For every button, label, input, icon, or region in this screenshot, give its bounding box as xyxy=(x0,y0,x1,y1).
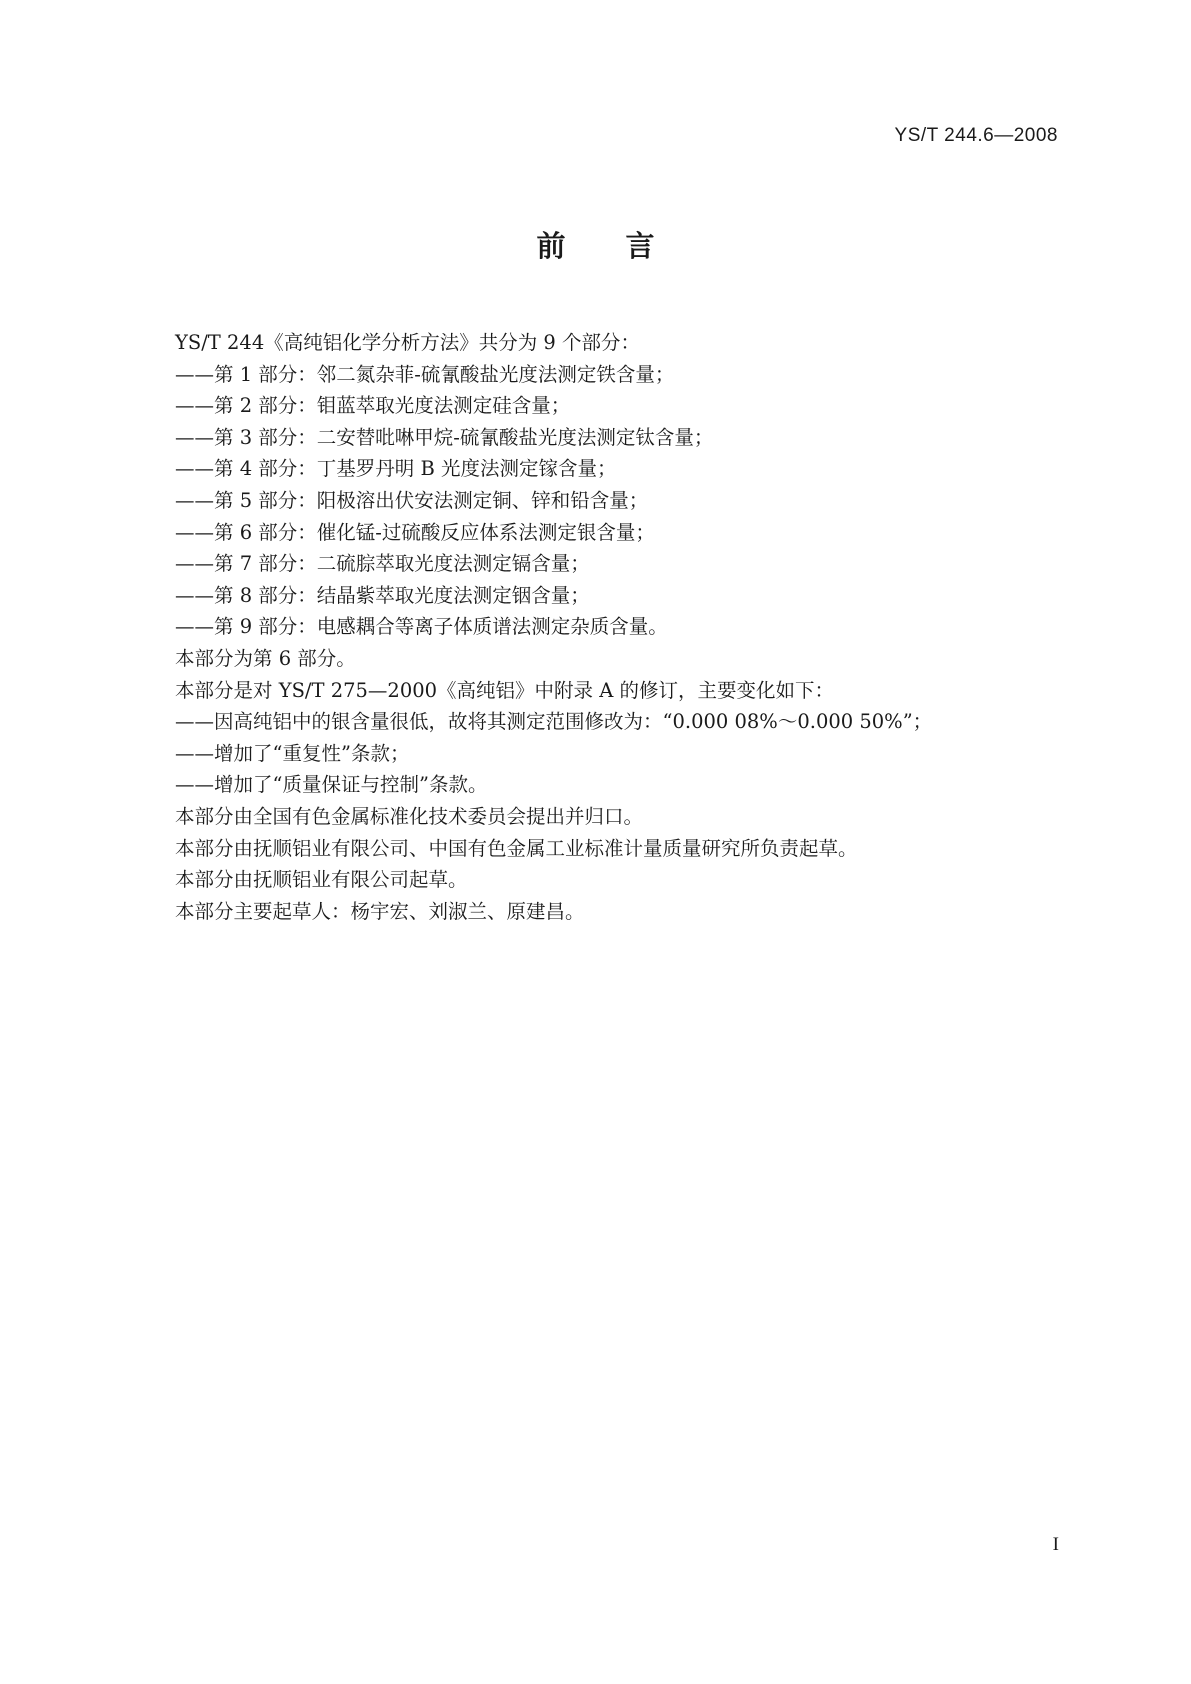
foreword-body xyxy=(175,327,1075,927)
text-line: ——第 1 部分：邻二氮杂菲-硫氰酸盐光度法测定铁含量； xyxy=(175,362,675,386)
standard-code: YS/T 244.6—2008 xyxy=(894,125,1058,146)
text-line: 本部分是对 YS/T 275—2000《高纯铝》中附录 A 的修订，主要变化如下： xyxy=(175,678,835,702)
page-number: I xyxy=(1052,1534,1059,1555)
text-line: ——第 6 部分：催化锰-过硫酸反应体系法测定银含量； xyxy=(175,520,655,544)
text-line: ——第 2 部分：钼蓝萃取光度法测定硅含量； xyxy=(175,394,571,418)
text-line: 本部分由全国有色金属标准化技术委员会提出并归口。 xyxy=(175,804,644,828)
text-line: 本部分为第 6 部分。 xyxy=(175,646,356,670)
text-line: ——第 7 部分：二硫腙萃取光度法测定镉含量； xyxy=(175,552,590,576)
page-title: 前言 xyxy=(536,229,715,263)
text-line: 本部分由抚顺铝业有限公司、中国有色金属工业标准计量质量研究所负责起草。 xyxy=(175,836,858,860)
text-line: ——增加了“重复性”条款； xyxy=(175,741,410,765)
text-line: ——因高纯铝中的银含量很低，故将其测定范围修改为：“0.000 08%～0.000 50%”； xyxy=(175,710,933,734)
text-line: ——第 4 部分：丁基罗丹明 B 光度法测定镓含量； xyxy=(175,457,617,481)
text-line: ——第 9 部分：电感耦合等离子体质谱法测定杂质含量。 xyxy=(175,615,668,639)
text-line: ——第 5 部分：阳极溶出伏安法测定铜、锌和铅含量； xyxy=(175,488,649,512)
text-line: 本部分主要起草人：杨宇宏、刘淑兰、原建昌。 xyxy=(175,899,585,923)
text-line: ——第 3 部分：二安替吡啉甲烷-硫氰酸盐光度法测定钛含量； xyxy=(175,425,714,449)
text-line: YS/T 244《高纯铝化学分析方法》共分为 9 个部分： xyxy=(175,331,641,354)
text-line: ——增加了“质量保证与控制”条款。 xyxy=(175,773,488,797)
text-line: 本部分由抚顺铝业有限公司起草。 xyxy=(175,868,468,892)
text-line: ——第 8 部分：结晶紫萃取光度法测定铟含量； xyxy=(175,583,590,607)
